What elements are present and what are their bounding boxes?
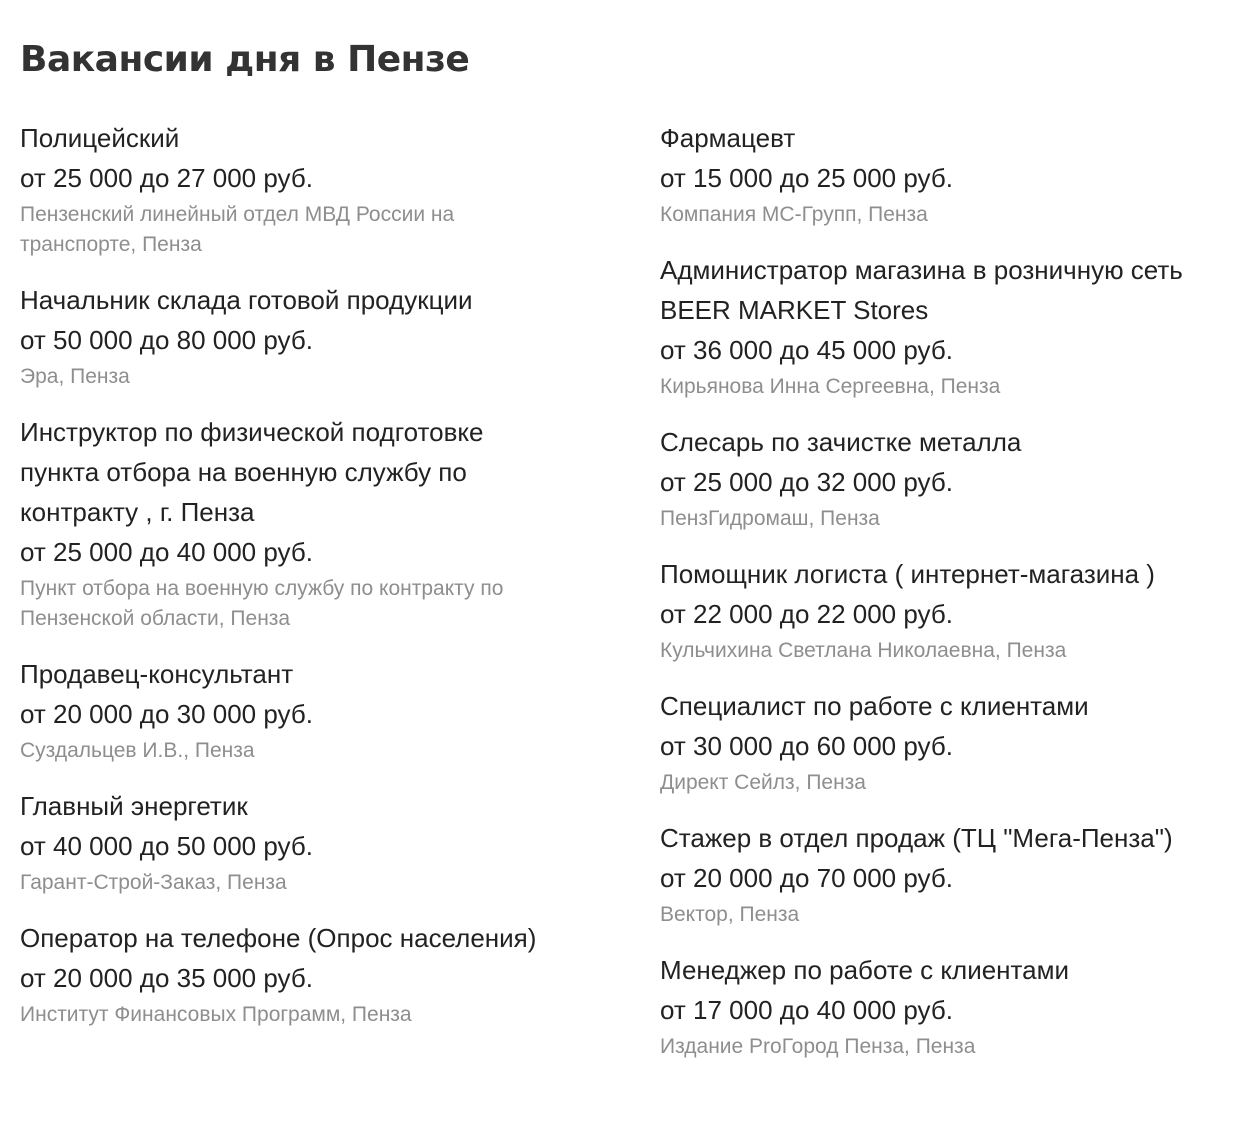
vacancy-item xyxy=(20,918,620,1030)
vacancy-salary: от 36 000 до 45 000 руб. xyxy=(660,335,953,365)
page-title: Вакансии дня в Пензе xyxy=(20,39,470,80)
vacancy-company: Институт Финансовых Программ, Пенза xyxy=(20,1003,412,1026)
vacancy-title-link[interactable]: Стажер в отдел продаж (ТЦ "Мега-Пенза") xyxy=(660,823,1173,853)
vacancy-salary: от 20 000 до 35 000 руб. xyxy=(20,963,313,993)
vacancy-title-link[interactable]: Продавец-консультант xyxy=(20,659,294,689)
vacancy-title-link[interactable]: Фармацевт xyxy=(660,123,796,153)
vacancy-item xyxy=(20,654,620,766)
vacancy-salary: от 25 000 до 32 000 руб. xyxy=(660,467,953,497)
vacancy-title-link[interactable]: Администратор магазина в розничную сеть BEER MARKET Stores xyxy=(660,255,1183,325)
vacancy-item xyxy=(660,686,1260,798)
vacancy-company: Эра, Пенза xyxy=(20,365,130,388)
vacancy-title-link[interactable]: Помощник логиста ( интернет-магазина ) xyxy=(660,559,1155,589)
vacancy-item xyxy=(660,250,1260,402)
vacancy-company: Пензенский линейный отдел МВД России на транспорте, Пенза xyxy=(20,203,455,256)
vacancy-company: Кирьянова Инна Сергеевна, Пенза xyxy=(660,375,1001,398)
vacancy-company: Компания МС-Групп, Пенза xyxy=(660,203,928,226)
vacancy-item xyxy=(660,950,1260,1062)
vacancy-title-link[interactable]: Специалист по работе с клиентами xyxy=(660,691,1089,721)
vacancy-company: Гарант-Строй-Заказ, Пенза xyxy=(20,871,287,894)
vacancy-item xyxy=(20,412,620,634)
vacancy-salary: от 17 000 до 40 000 руб. xyxy=(660,995,953,1025)
vacancy-salary: от 20 000 до 30 000 руб. xyxy=(20,699,313,729)
vacancy-company: Издание ProГород Пенза, Пенза xyxy=(660,1035,976,1058)
vacancy-item xyxy=(660,422,1260,534)
vacancy-title-link[interactable]: Инструктор по физической подготовке пункта отбора на военную службу по контракту , г. Пенза xyxy=(20,417,484,527)
vacancy-list-left xyxy=(20,118,620,1050)
vacancy-salary: от 25 000 до 40 000 руб. xyxy=(20,537,313,567)
vacancy-salary: от 50 000 до 80 000 руб. xyxy=(20,325,313,355)
vacancy-title-link[interactable]: Слесарь по зачистке металла xyxy=(660,427,1022,457)
vacancy-salary: от 15 000 до 25 000 руб. xyxy=(660,163,953,193)
vacancy-company: Вектор, Пенза xyxy=(660,903,800,926)
vacancy-salary: от 20 000 до 70 000 руб. xyxy=(660,863,953,893)
vacancy-company: Кульчихина Светлана Николаевна, Пенза xyxy=(660,639,1067,662)
vacancy-title-link[interactable]: Менеджер по работе с клиентами xyxy=(660,955,1070,985)
vacancy-list-right xyxy=(660,118,1260,1082)
vacancy-item xyxy=(660,118,1260,230)
vacancy-salary: от 25 000 до 27 000 руб. xyxy=(20,163,313,193)
vacancy-item xyxy=(20,280,620,392)
vacancy-salary: от 22 000 до 22 000 руб. xyxy=(660,599,953,629)
vacancy-salary: от 40 000 до 50 000 руб. xyxy=(20,831,313,861)
vacancy-title-link[interactable]: Начальник склада готовой продукции xyxy=(20,285,473,315)
vacancy-item xyxy=(660,818,1260,930)
vacancy-title-link[interactable]: Главный энергетик xyxy=(20,791,248,821)
vacancy-company: Директ Сейлз, Пенза xyxy=(660,771,866,794)
vacancy-item xyxy=(20,118,620,260)
vacancy-company: Суздальцев И.В., Пенза xyxy=(20,739,255,762)
vacancy-item xyxy=(660,554,1260,666)
vacancy-item xyxy=(20,786,620,898)
vacancy-company: Пункт отбора на военную службу по контракту по Пензенской области, Пенза xyxy=(20,577,504,630)
vacancy-title-link[interactable]: Оператор на телефоне (Опрос населения) xyxy=(20,923,537,953)
vacancy-salary: от 30 000 до 60 000 руб. xyxy=(660,731,953,761)
vacancy-title-link[interactable]: Полицейский xyxy=(20,123,180,153)
vacancy-company: ПензГидромаш, Пенза xyxy=(660,507,880,530)
